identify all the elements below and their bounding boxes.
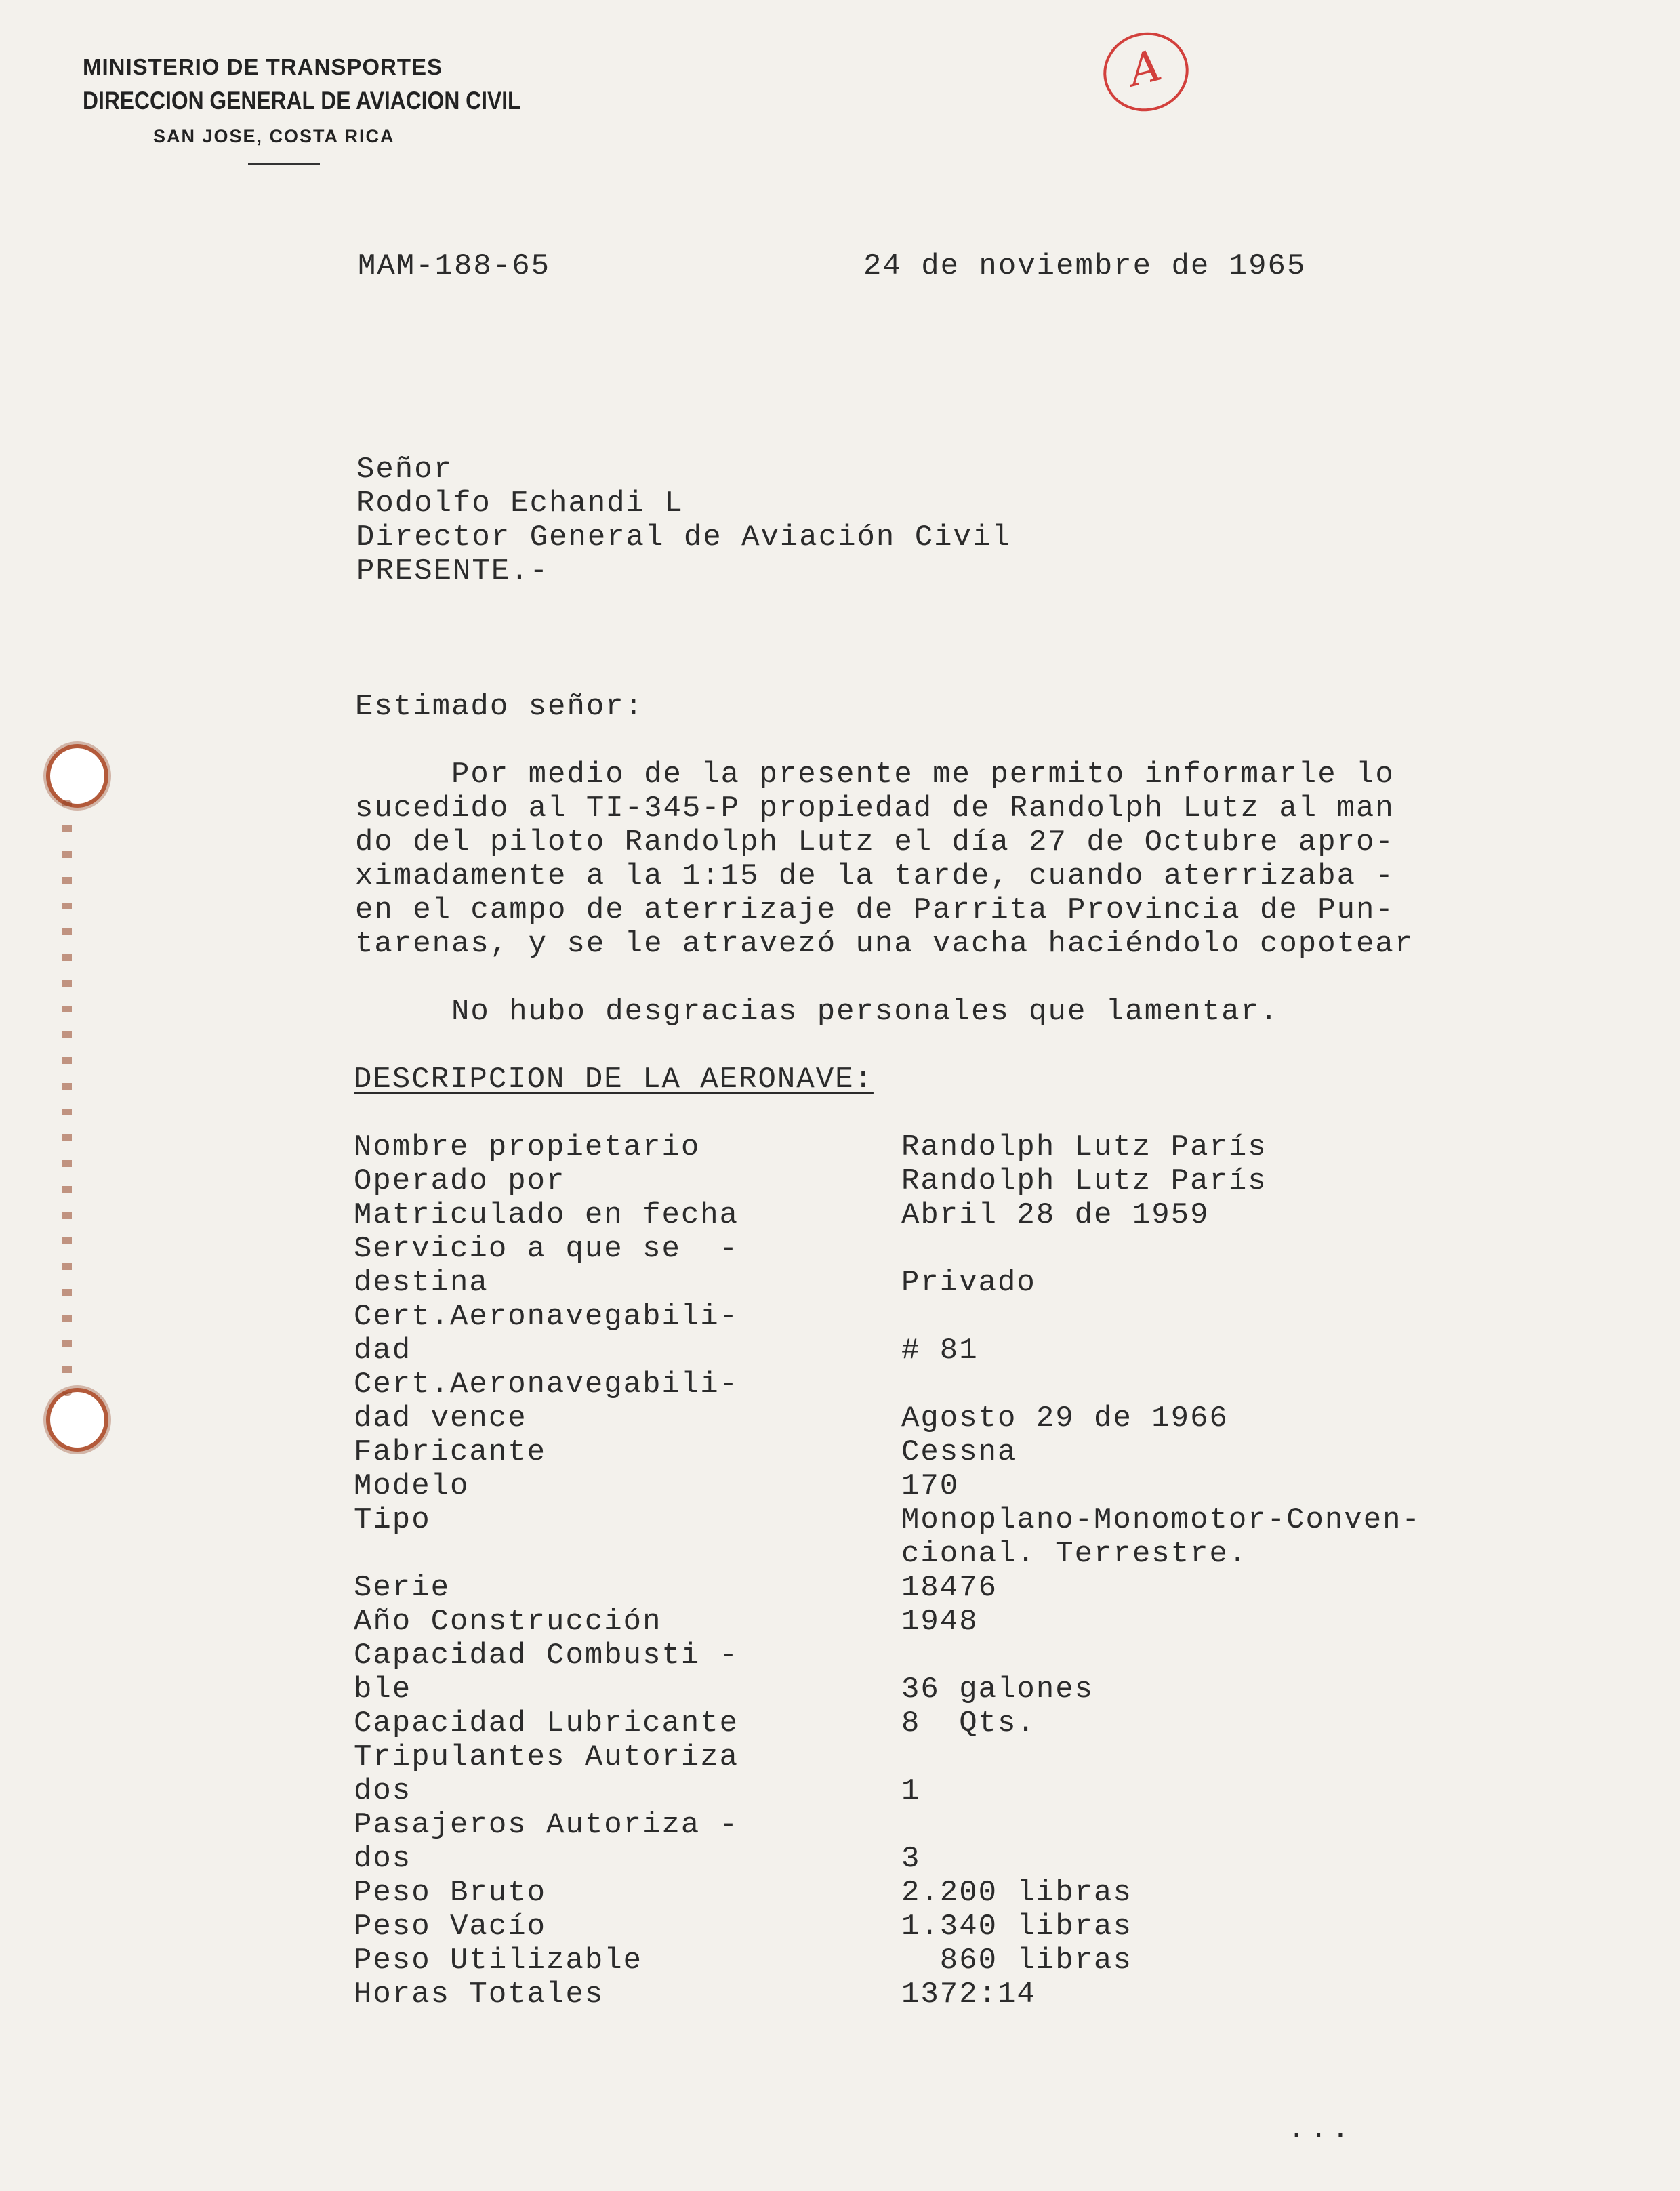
field-label: Peso Bruto <box>354 1876 547 1910</box>
circled-letter-stamp <box>1095 23 1197 120</box>
field-label: Horas Totales <box>354 1978 605 2011</box>
letterhead-divider <box>248 163 320 165</box>
field-value: cional. Terrestre. <box>901 1537 1248 1571</box>
field-value: # 81 <box>901 1334 979 1368</box>
field-value: 1372:14 <box>901 1978 1036 2011</box>
field-value: 2.200 libras <box>901 1876 1132 1910</box>
reference-number: MAM-188-65 <box>358 249 551 283</box>
letterhead-location: SAN JOSE, COSTA RICA <box>153 126 395 146</box>
field-value: 8 Qts. <box>901 1706 1036 1740</box>
field-value: 3 <box>901 1842 921 1876</box>
field-label: Tripulantes Autoriza <box>354 1740 739 1774</box>
field-label: Operado por <box>354 1164 566 1198</box>
field-value: 36 galones <box>901 1673 1094 1706</box>
recipient-line: PRESENTE.- <box>356 554 550 588</box>
field-label: Año Construcción <box>354 1605 662 1639</box>
field-value: Privado <box>901 1266 1036 1300</box>
field-value: Randolph Lutz París <box>901 1164 1267 1198</box>
body-line: en el campo de aterrizaje de Parrita Provincia de Pun- <box>355 893 1395 927</box>
body-line: ximadamente a la 1:15 de la tarde, cuando aterrizaba - <box>355 859 1395 893</box>
field-label: dad <box>354 1334 412 1368</box>
field-label: Cert.Aeronavegabili- <box>354 1300 739 1334</box>
body-line: Por medio de la presente me permito informarle lo <box>355 758 1395 792</box>
field-value: 860 libras <box>901 1944 1132 1978</box>
body-line: do del piloto Randolph Lutz el día 27 de Octubre apro- <box>355 825 1395 859</box>
continuation-marker: ... <box>1288 2113 1354 2147</box>
recipient-line: Rodolfo Echandi L <box>356 487 684 520</box>
field-value: 18476 <box>901 1571 998 1605</box>
field-label: Serie <box>354 1571 451 1605</box>
field-label: Peso Vacío <box>354 1910 547 1944</box>
field-label: dos <box>354 1842 412 1876</box>
field-value: Cessna <box>901 1435 1017 1469</box>
field-value: 1.340 libras <box>901 1910 1132 1944</box>
body-line: sucedido al TI-345-P propiedad de Randolph Lutz al man <box>355 792 1395 825</box>
field-label: Matriculado en fecha <box>354 1198 739 1232</box>
recipient-line: Señor <box>356 453 453 487</box>
field-value: 170 <box>901 1469 960 1503</box>
body-line: tarenas, y se le atravezó una vacha haciéndolo copotear <box>355 927 1414 961</box>
letter-date: 24 de noviembre de 1965 <box>863 249 1307 283</box>
field-label: Servicio a que se - <box>354 1232 739 1266</box>
stamp-letter: A <box>1124 40 1167 97</box>
field-value: Randolph Lutz París <box>901 1130 1267 1164</box>
field-label: Nombre propietario <box>354 1130 701 1164</box>
field-label: ble <box>354 1673 412 1706</box>
field-value: Agosto 29 de 1966 <box>901 1401 1229 1435</box>
letterhead-ministry: MINISTERIO DE TRANSPORTES <box>83 54 443 79</box>
rust-stain <box>62 800 72 1396</box>
section-title: DESCRIPCION DE LA AERONAVE: <box>354 1063 874 1097</box>
recipient-line: Director General de Aviación Civil <box>356 520 1011 554</box>
field-value: Abril 28 de 1959 <box>901 1198 1210 1232</box>
field-label: Cert.Aeronavegabili- <box>354 1368 739 1401</box>
binder-hole-bottom <box>46 1388 108 1452</box>
field-value: Monoplano-Monomotor-Conven- <box>901 1503 1421 1537</box>
field-label: dos <box>354 1774 412 1808</box>
letterhead-directorate: DIRECCION GENERAL DE AVIACION CIVIL <box>83 87 521 115</box>
field-label: Fabricante <box>354 1435 547 1469</box>
field-label: Pasajeros Autoriza - <box>354 1808 739 1842</box>
field-label: dad vence <box>354 1401 527 1435</box>
field-value: 1948 <box>901 1605 979 1639</box>
field-label: destina <box>354 1266 489 1300</box>
salutation: Estimado señor: <box>355 690 644 724</box>
field-label: Peso Utilizable <box>354 1944 643 1978</box>
field-label: Modelo <box>354 1469 470 1503</box>
binder-hole-top <box>46 744 108 808</box>
field-label: Capacidad Lubricante <box>354 1706 739 1740</box>
no-casualties-line: No hubo desgracias personales que lamentar. <box>355 995 1279 1029</box>
field-label: Tipo <box>354 1503 431 1537</box>
field-label: Capacidad Combusti - <box>354 1639 739 1673</box>
field-value: 1 <box>901 1774 921 1808</box>
